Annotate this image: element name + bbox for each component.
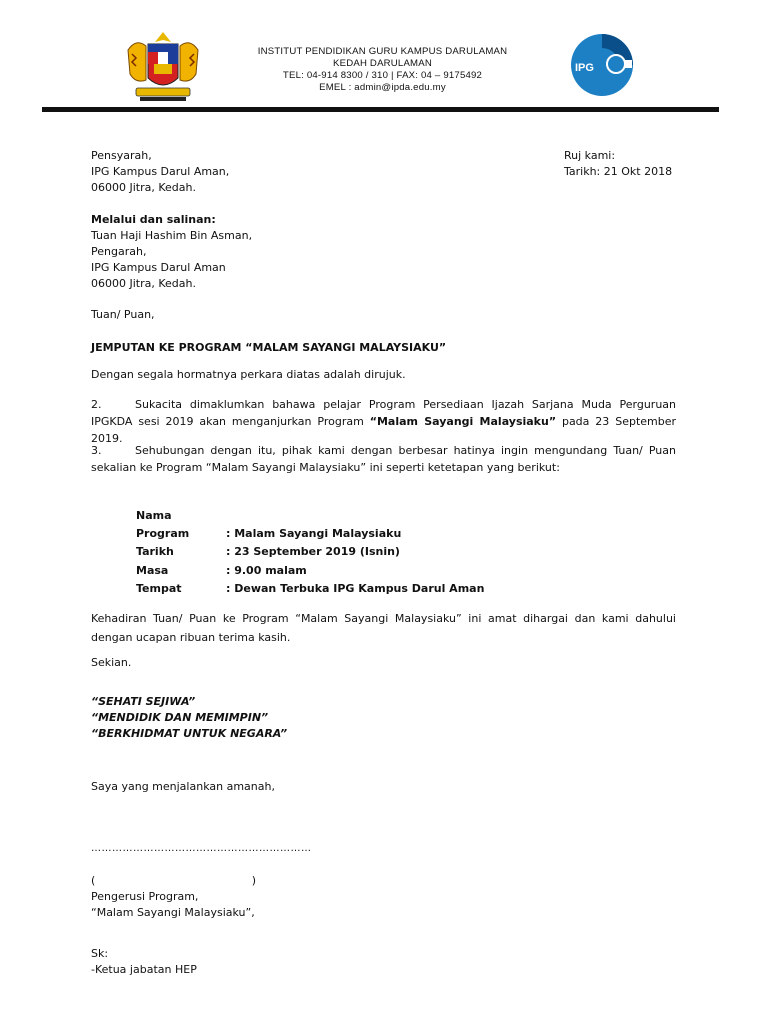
letter-date: Tarikh: 21 Okt 2018 bbox=[564, 165, 673, 178]
recipient-line: 06000 Jitra, Kedah. bbox=[91, 181, 196, 194]
ipg-logo bbox=[568, 30, 636, 100]
letterhead-divider bbox=[42, 107, 719, 112]
via-line: Tuan Haji Hashim Bin Asman, bbox=[91, 229, 253, 242]
paren-close: ) bbox=[251, 874, 256, 887]
program-details-table bbox=[136, 507, 484, 598]
salutation: Tuan/ Puan, bbox=[91, 308, 155, 321]
recipient-line: IPG Kampus Darul Aman, bbox=[91, 165, 230, 178]
signatory-title: Pengerusi Program, bbox=[91, 890, 199, 903]
paragraph-2 bbox=[91, 396, 676, 447]
detail-row bbox=[136, 507, 484, 543]
letter-subject: JEMPUTAN KE PROGRAM “MALAM SAYANGI MALAYSIAKU” bbox=[91, 341, 447, 354]
detail-value: : Dewan Terbuka IPG Kampus Darul Aman bbox=[226, 581, 485, 595]
detail-label: Tempat bbox=[136, 581, 182, 595]
institute-state: KEDAH DARULAMAN bbox=[333, 58, 432, 69]
paragraph-number: 3. bbox=[91, 444, 102, 457]
reference-block bbox=[564, 148, 672, 180]
paragraph-4: Kehadiran Tuan/ Puan ke Program “Malam Sayangi Malaysiaku” ini amat dihargai dan kami dahului dengan ucapan ribuan terima kasih. bbox=[91, 612, 676, 644]
institute-phone-fax: TEL: 04-914 8300 / 310 | FAX: 04 – 9175492 bbox=[282, 70, 483, 81]
recipient-block bbox=[91, 148, 229, 196]
institute-email: EMEL : admin@ipda.edu.my bbox=[319, 82, 446, 93]
paragraph-1: Dengan segala hormatnya perkara diatas adalah dirujuk. bbox=[91, 368, 406, 381]
cc-block bbox=[91, 946, 197, 978]
paren-open: ( bbox=[91, 874, 96, 887]
motto-line: “SEHATI SEJIWA” bbox=[91, 695, 196, 708]
paragraph-number: 2. bbox=[91, 398, 102, 411]
via-line: Pengarah, bbox=[91, 245, 147, 258]
coat-of-arms-logo bbox=[118, 30, 208, 108]
signature-name-parens bbox=[91, 873, 256, 889]
signoff: Saya yang menjalankan amanah, bbox=[91, 780, 275, 793]
motto-block bbox=[91, 694, 287, 742]
motto-line: “BERKHIDMAT UNTUK NEGARA” bbox=[91, 727, 288, 740]
paragraph-text: Sehubungan dengan itu, pihak kami dengan berbesar hatinya ingin mengundang Tuan/ Puan sekalian ke Program “Malam Sayangi Malaysiaku” ini seperti ketetapan yang berikut: bbox=[91, 444, 676, 474]
via-line: 06000 Jitra, Kedah. bbox=[91, 277, 196, 290]
cc-label: Sk: bbox=[91, 947, 109, 960]
signature-line: ……………………………………………………… bbox=[91, 843, 312, 854]
detail-label: Tarikh bbox=[136, 545, 174, 559]
signatory-program: “Malam Sayangi Malaysiaku”, bbox=[91, 906, 255, 919]
recipient-line: Pensyarah, bbox=[91, 149, 152, 162]
motto-line: “MENDIDIK DAN MEMIMPIN” bbox=[91, 711, 269, 724]
detail-label: Masa bbox=[136, 563, 169, 577]
detail-row bbox=[136, 562, 484, 580]
cc-line: -Ketua jabatan HEP bbox=[91, 963, 197, 976]
ipg-logo-text: IPG bbox=[575, 62, 594, 74]
closing: Sekian. bbox=[91, 656, 132, 669]
program-name-bold: “Malam Sayangi Malaysiaku” bbox=[369, 415, 557, 428]
detail-value: : 23 September 2019 (Isnin) bbox=[226, 545, 400, 559]
paragraph-3 bbox=[91, 442, 676, 476]
via-block bbox=[91, 212, 252, 292]
detail-value: : 9.00 malam bbox=[226, 563, 307, 577]
reference-number: Ruj kami: bbox=[564, 149, 616, 162]
detail-row bbox=[136, 580, 484, 598]
letterhead-text bbox=[245, 46, 520, 94]
paragraph-text: pada 23 September 2019. bbox=[91, 415, 677, 445]
detail-label: Nama Program bbox=[136, 509, 190, 541]
via-heading: Melalui dan salinan: bbox=[91, 213, 216, 226]
institute-name: INSTITUT PENDIDIKAN GURU KAMPUS DARULAMAN bbox=[257, 46, 508, 57]
paragraph-text: Sukacita dimaklumkan bahawa pelajar Program Persediaan Ijazah Sarjana Muda Perguruan IPGKDA sesi 2019 akan menganjurkan Program bbox=[91, 398, 676, 428]
detail-row bbox=[136, 543, 484, 561]
detail-value: : Malam Sayangi Malaysiaku bbox=[226, 527, 402, 541]
via-line: IPG Kampus Darul Aman bbox=[91, 261, 226, 274]
